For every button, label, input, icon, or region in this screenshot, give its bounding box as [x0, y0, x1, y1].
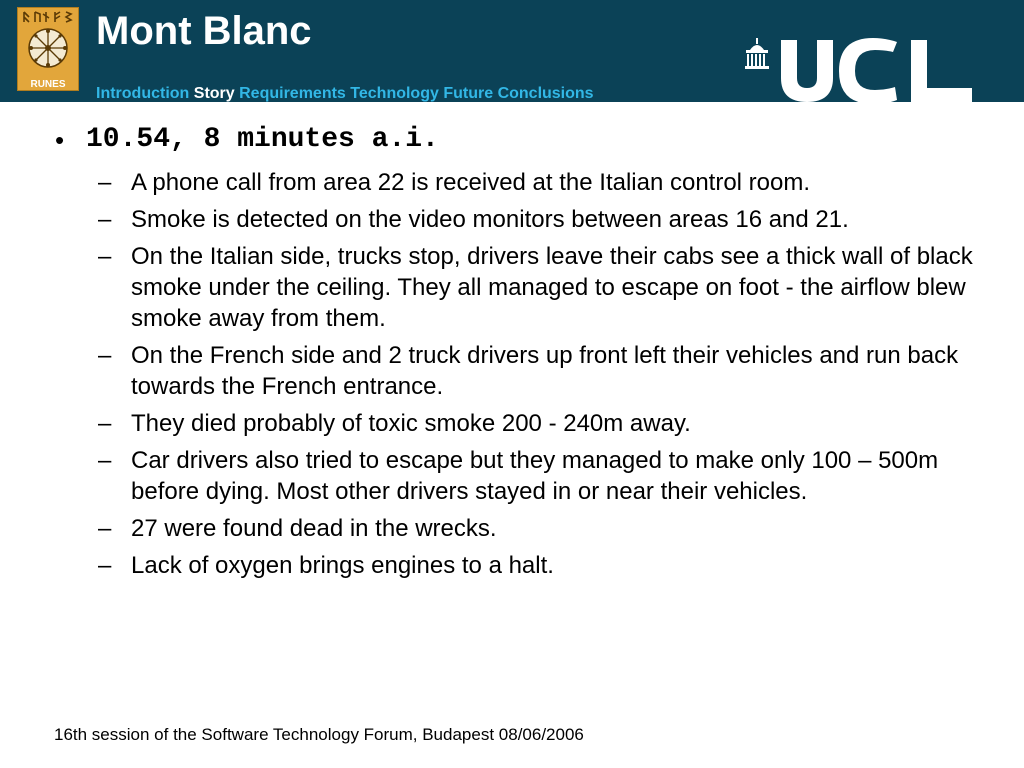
- slide-header: [0, 0, 1024, 102]
- runes-logo: [17, 7, 79, 91]
- list-item-text: A phone call from area 22 is received at the Italian control room.: [131, 169, 811, 196]
- list-item-text: On the Italian side, trucks stop, drivers leave their cabs see a thick wall of black smoke under the ceiling. They all managed to escape on foot - the airflow blew smoke away from them.: [131, 243, 973, 332]
- nav-story[interactable]: Story: [193, 85, 235, 102]
- bullet-heading: 10.54, 8 minutes a.i.: [86, 124, 439, 155]
- list-item: [0, 167, 1024, 198]
- dash-marker: –: [98, 552, 112, 579]
- list-item: [0, 550, 1024, 581]
- slide-footer: 16th session of the Software Technology Forum, Budapest 08/06/2006: [54, 725, 584, 744]
- nav-conclusions[interactable]: Conclusions: [497, 85, 594, 102]
- sub-bullet-list: [0, 167, 1024, 587]
- nav-requirements[interactable]: Requirements: [239, 85, 346, 102]
- list-item: [0, 340, 1024, 402]
- dash-marker: –: [98, 206, 112, 233]
- list-item-text: Car drivers also tried to escape but they managed to make only 100 – 500m before dying. Most other drivers stayed in or near their vehicles.: [131, 447, 939, 505]
- dash-marker: –: [98, 447, 112, 474]
- bullet-marker: •: [55, 125, 65, 155]
- dash-marker: –: [98, 169, 112, 196]
- ucl-portico-icon: [745, 38, 769, 69]
- dash-marker: –: [98, 410, 112, 437]
- dash-marker: –: [98, 243, 112, 270]
- slide-title: Mont Blanc: [96, 9, 312, 53]
- list-item-text: 27 were found dead in the wrecks.: [131, 515, 497, 542]
- compass-rune-icon: [18, 8, 78, 78]
- nav-introduction[interactable]: Introduction: [96, 85, 190, 102]
- nav-technology[interactable]: Technology: [350, 85, 439, 102]
- list-item: [0, 513, 1024, 544]
- runes-logo-label: RUNES: [30, 79, 66, 90]
- dash-marker: –: [98, 515, 112, 542]
- ucl-logo: [743, 38, 975, 102]
- list-item-text: On the French side and 2 truck drivers up front left their vehicles and run back towards the French entrance.: [131, 342, 959, 400]
- list-item-text: They died probably of toxic smoke 200 - 240m away.: [131, 410, 691, 437]
- list-item: [0, 408, 1024, 439]
- list-item: [0, 204, 1024, 235]
- dash-marker: –: [98, 342, 112, 369]
- list-item: [0, 241, 1024, 334]
- list-item: [0, 445, 1024, 507]
- section-nav: [96, 84, 594, 104]
- nav-future[interactable]: Future: [443, 85, 494, 102]
- list-item-text: Smoke is detected on the video monitors between areas 16 and 21.: [131, 206, 849, 233]
- list-item-text: Lack of oxygen brings engines to a halt.: [131, 552, 554, 579]
